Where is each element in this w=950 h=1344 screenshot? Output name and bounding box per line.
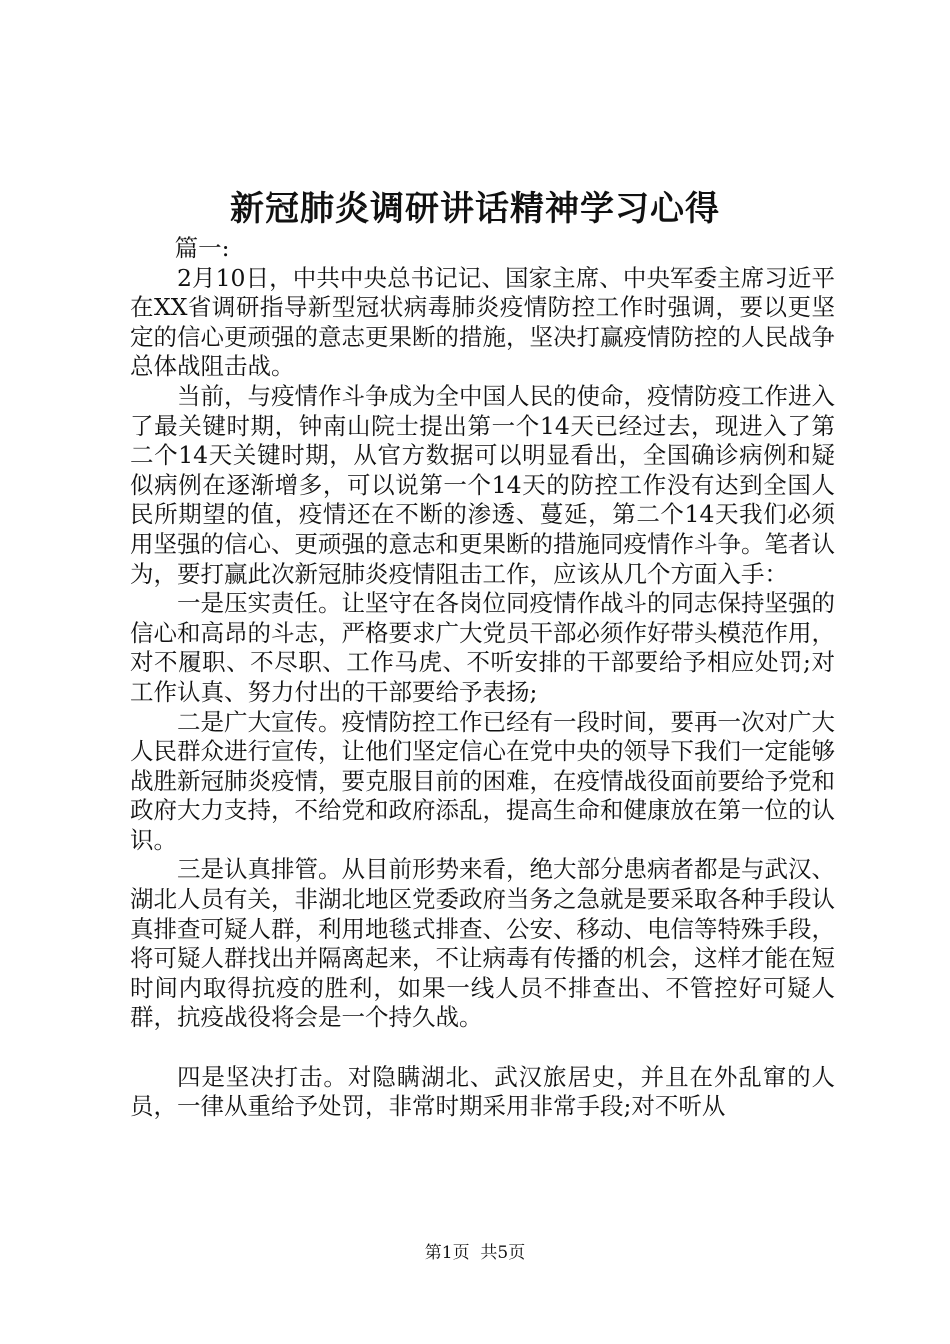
paragraph: 当前，与疫情作斗争成为全中国人民的使命，疫情防疫工作进入了最关键时期，钟南山院士提出第一个14天已经过去，现进入了第二个14天关键时期，从官方数据可以明显看出，全国确诊病例和疑似病例在逐渐增多，可以说第一个14天的防控工作没有达到全国人民所期望的值，疫情还在不断的渗透、蔓延，第二个14天我们必须用坚强的信心、更顽强的意志和更果断的措施同疫情作斗争。笔者认为，要打赢此次新冠肺炎疫情阻击工作，应该从几个方面入手： — [130, 381, 835, 588]
document-title: 新冠肺炎调研讲话精神学习心得 — [230, 189, 720, 229]
paragraph: 二是广大宣传。疫情防控工作已经有一段时间，要再一次对广大人民群众进行宣传，让他们坚定信心在党中央的领导下我们一定能够战胜新冠肺炎疫情，要克服目前的困难，在疫情战役面前要给予党和政府大力支持，不给党和政府添乱，提高生命和健康放在第一位的认识。 — [130, 707, 835, 854]
document-body — [130, 234, 835, 1122]
section-heading: 篇一: — [174, 234, 230, 262]
paragraph: 一是压实责任。让坚守在各岗位同疫情作战斗的同志保持坚强的信心和高昂的斗志，严格要求广大党员干部必须作好带头模范作用，对不履职、不尽职、工作马虎、不听安排的干部要给予相应处罚;对工作认真、努力付出的干部要给予表扬; — [130, 589, 835, 706]
page-number: 第1页 共5页 — [424, 1243, 526, 1263]
page-footer — [0, 1242, 950, 1264]
paragraph: 四是坚决打击。对隐瞒湖北、武汉旅居史，并且在外乱窜的人员，一律从重给予处罚，非常时期采用非常手段;对不听从 — [130, 1062, 835, 1121]
paragraph: 三是认真排管。从目前形势来看，绝大部分患病者都是与武汉、湖北人员有关，非湖北地区党委政府当务之急就是要采取各种手段认真排查可疑人群，利用地毯式排查、公安、移动、电信等特殊手段，将可疑人群找出并隔离起来，不让病毒有传播的机会，这样才能在短时间内取得抗疫的胜利，如果一线人员不排查出、不管控好可疑人群，抗疫战役将会是一个持久战。 — [130, 855, 835, 1032]
paragraph: 2月10日，中共中央总书记记、国家主席、中央军委主席习近平在XX省调研指导新型冠状病毒肺炎疫情防控工作时强调，要以更坚定的信心更顽强的意志更果断的措施，坚决打赢疫情防控的人民战争总体战阻击战。 — [130, 263, 835, 381]
